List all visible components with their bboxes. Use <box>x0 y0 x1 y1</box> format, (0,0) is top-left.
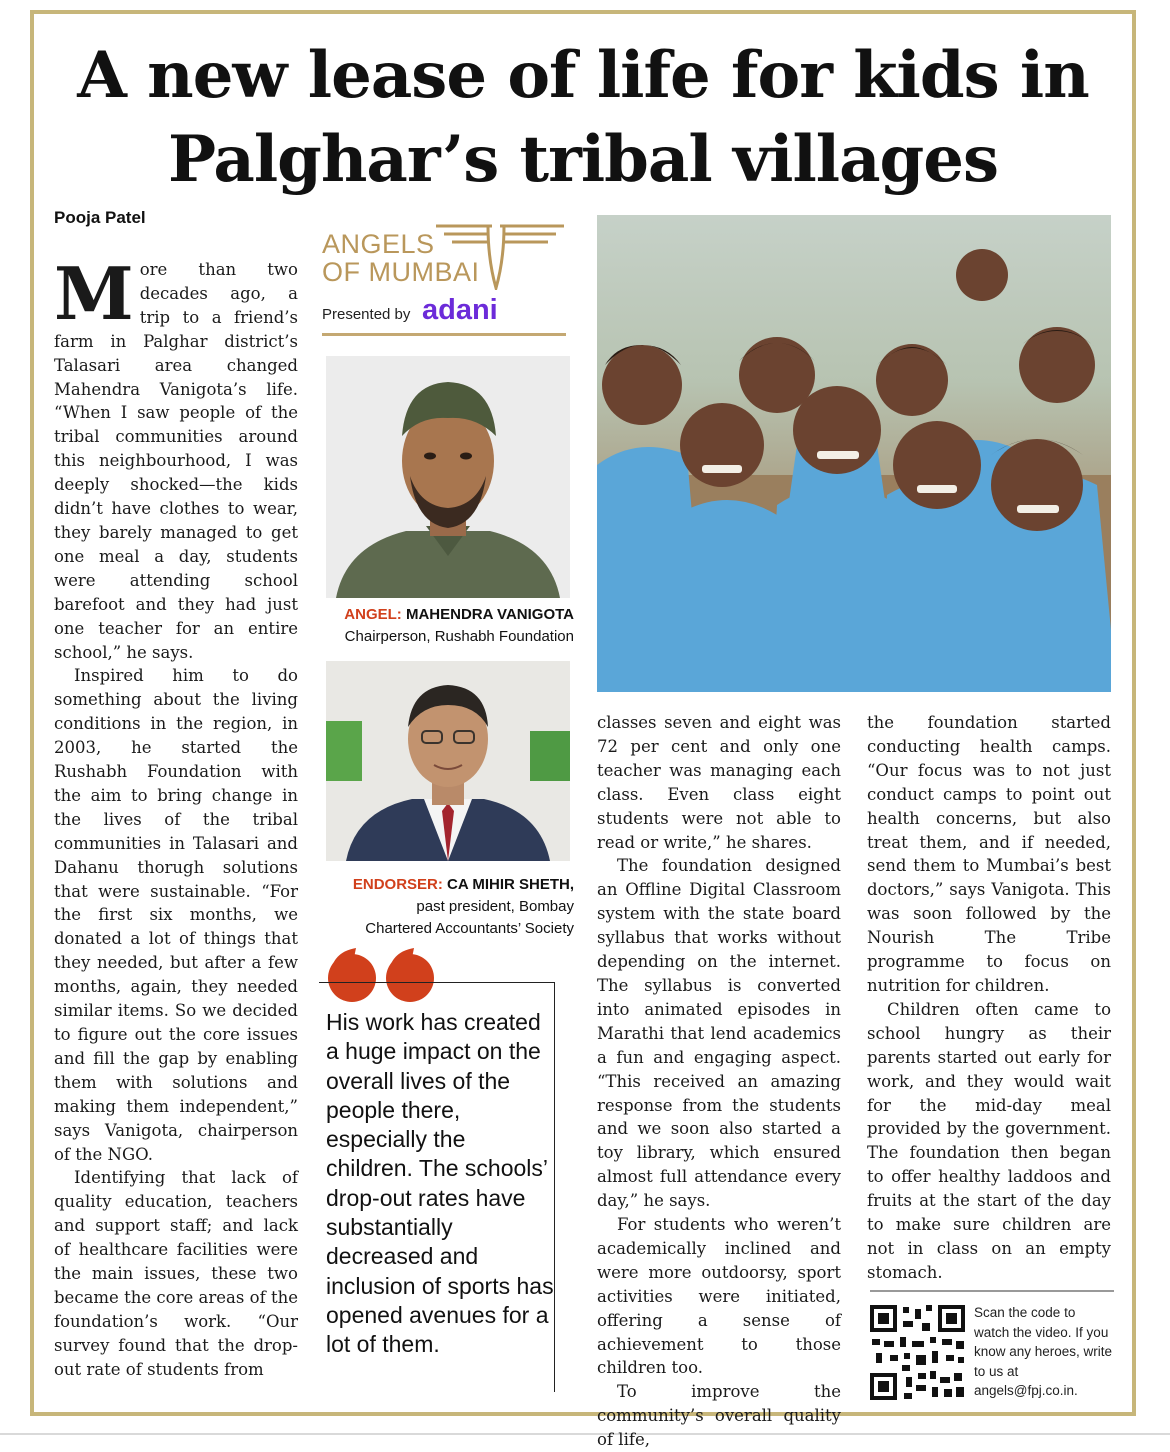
article-paragraph-5: For students who weren’t academically inclined and were more outdoorsy, sport activities were initiated, offering a sense of achievement to those children too. <box>597 1215 841 1378</box>
article-paragraph-7: Children often came to school hungry as their parents started out early for work, and they would wait for the mid-day meal provided by the government. The foundation then began to offer healthy laddoos and fruits at the start of the day to make sure children are not in class on an empty stomach. <box>867 999 1111 1282</box>
logo-title-line-2: OF MUMBAI <box>322 257 480 287</box>
endorser-name: CA MIHIR SHETH, <box>447 876 574 893</box>
presented-by-label: Presented by <box>322 306 411 323</box>
angel-label: ANGEL: <box>344 606 402 623</box>
drop-cap: M <box>54 251 134 336</box>
angel-name: MAHENDRA VANIGOTA <box>405 606 574 623</box>
qr-code-icon <box>870 1305 965 1400</box>
endorser-label: ENDORSER: <box>352 876 443 893</box>
endorser-photo <box>326 661 570 861</box>
article-column-1 <box>54 251 298 1382</box>
paragraph-1-text: ore than two decades ago, a trip to a friend’s farm in Palghar district’s Talasari area changed Mahendra Vanigota’s life. “When I saw people of the tribal communities around this neighbourhood, I was deeply shocked—the kids didn’t have clothes to wear, they barely managed to get one meal a day, students were attending school barefoot and they had just one teacher for an entire school,” he says. <box>54 260 298 662</box>
children-photo <box>597 215 1111 692</box>
angel-caption <box>326 604 574 648</box>
article-paragraph-6: To improve the community’s overall quality of life, <box>597 1382 841 1450</box>
article-paragraph-3: Identifying that lack of quality education, teachers and support staff; and lack of healthcare facilities were the main issues, these two became the core areas of the foundation’s work. “Our survey found that the drop-out rate of students from <box>54 1168 298 1379</box>
logo-divider <box>322 333 566 336</box>
endorser-portrait-illustration <box>326 661 570 861</box>
angels-of-mumbai-logo <box>322 218 568 336</box>
article-column-4 <box>867 711 1111 1285</box>
article-paragraph-1 <box>54 251 298 664</box>
article-paragraph-2: Inspired him to do something about the living conditions in the region, in 2003, he started the Rushabh Foundation with the aim to bring change in the lives of the tribal communities in Talasari and Dahanu thorugh solutions that were sustainable. “For the first six months, we donated a lot of things that they needed, but after a few months, again, they needed similar items. So we decided to figure out the core issues and fill the gap by enabling them with solutions and making them independent,” says Vanigota, chairperson of the NGO. <box>54 666 298 1164</box>
endorser-caption <box>326 874 574 940</box>
byline: Pooja Patel <box>54 208 146 227</box>
angel-role: Chairperson, Rushabh Foundation <box>344 628 574 645</box>
endorser-role-line-1: past president, Bombay <box>416 898 574 915</box>
sponsor-logo: adani <box>422 294 498 326</box>
wings-icon <box>430 220 570 290</box>
angel-photo <box>326 356 570 598</box>
endorser-caption-line-1 <box>326 874 574 896</box>
article-paragraph-4: The foundation designed an Offline Digital Classroom system with the state board syllabus that works without depending on the internet. The syllabus is converted into animated episodes in Marathi that lend academics a fun and engaging aspect. “This received an amazing response from the students and we soon also started a toy library, which ensured almost full attendance every day,” he says. <box>597 856 841 1211</box>
page-bottom-rule <box>0 1433 1170 1435</box>
article-column-3 <box>597 711 841 1452</box>
angel-caption-line-1 <box>326 604 574 626</box>
headline: A new lease of life for kids in Palghar’s tribal villages <box>77 38 1089 197</box>
angel-portrait-illustration <box>326 356 570 598</box>
logo-title-line-1: ANGELS <box>322 229 435 259</box>
qr-divider <box>870 1290 1114 1292</box>
article-paragraph-3-continued: classes seven and eight was 72 per cent and only one teacher was managing each class. Even class eight students were not able to read or write,” he shares. <box>597 713 841 852</box>
qr-instructions: Scan the code to watch the video. If you know any heroes, write to us at angels@fpj.co.in. <box>974 1305 1113 1399</box>
article-paragraph-6-continued: the foundation started conducting health camps. “Our focus was to not just conduct camps to point out health concerns, but also treat them, and if needed, send them to Mumbai’s best doctors,” says Vanigota. This was soon followed by the Nourish The Tribe programme to focus on nutrition for children. <box>867 713 1111 995</box>
children-group-illustration <box>597 215 1111 692</box>
endorser-role-line-2: Chartered Accountants’ Society <box>365 920 574 937</box>
pull-quote: His work has created a huge impact on the overall lives of the people there, especially the children. The schools’ drop-out rates have substantially decreased and inclusion of sports has opened avenues for a lot of them. <box>326 1009 554 1358</box>
